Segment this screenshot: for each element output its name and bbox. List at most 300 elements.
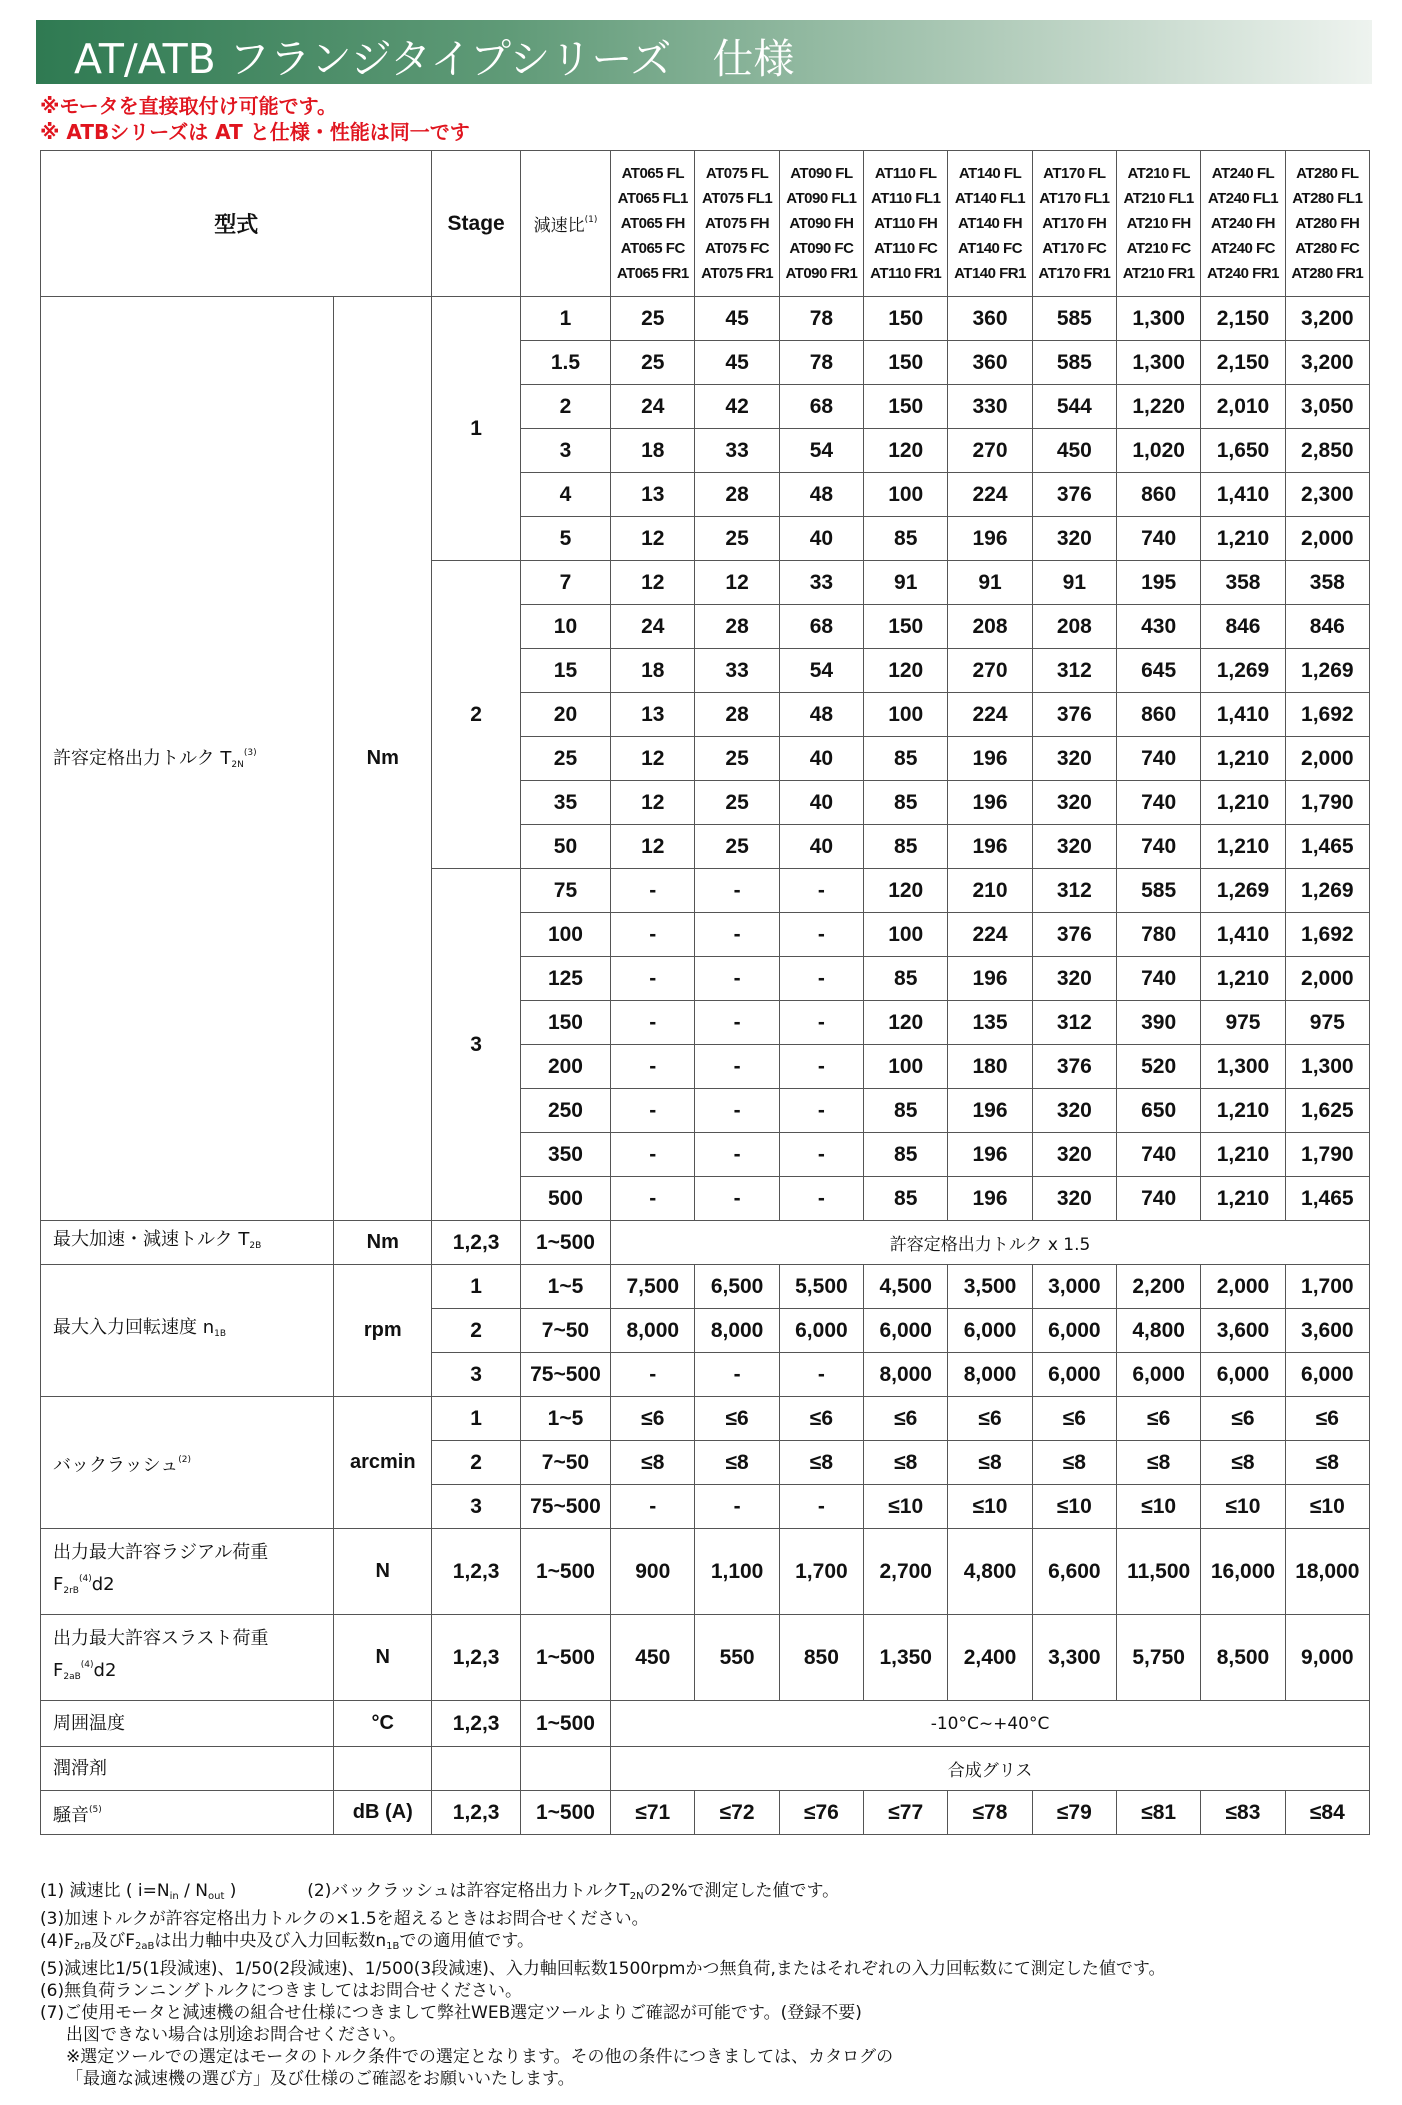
value-cell: ≤8 xyxy=(1032,1441,1116,1485)
value-cell: 196 xyxy=(948,957,1032,1001)
model-name: AT280 FL xyxy=(1296,165,1359,182)
model-name: AT170 FR1 xyxy=(1038,265,1111,282)
ratio-cell: 1~500 xyxy=(520,1221,610,1265)
value-cell: 3,500 xyxy=(948,1265,1032,1309)
value-cell: 270 xyxy=(948,649,1032,693)
value-cell: 45 xyxy=(695,297,779,341)
model-col-4 xyxy=(948,151,1032,297)
value-cell: 1,700 xyxy=(779,1529,863,1615)
value-cell: 430 xyxy=(1117,605,1201,649)
spec-table xyxy=(40,150,1370,1835)
value-cell: 320 xyxy=(1032,737,1116,781)
value-cell: ≤10 xyxy=(948,1485,1032,1529)
value-cell: 544 xyxy=(1032,385,1116,429)
value-cell: 91 xyxy=(1032,561,1116,605)
value-cell: ≤10 xyxy=(1032,1485,1116,1529)
value-cell: 5,750 xyxy=(1117,1615,1201,1701)
value-cell: 85 xyxy=(864,825,948,869)
speed-unit: rpm xyxy=(334,1265,432,1397)
torque-label xyxy=(41,297,334,1221)
model-name: AT110 FR1 xyxy=(870,265,942,282)
value-cell: - xyxy=(779,1133,863,1177)
table-row xyxy=(41,1701,1370,1747)
value-cell: 5,500 xyxy=(779,1265,863,1309)
value-cell: 1,692 xyxy=(1285,693,1369,737)
value-cell: 360 xyxy=(948,341,1032,385)
label-part: (5) xyxy=(89,1804,102,1815)
value-cell: 25 xyxy=(611,297,695,341)
value-cell: 450 xyxy=(1032,429,1116,473)
model-name: AT170 FH xyxy=(1042,215,1107,232)
label-part: (4) xyxy=(78,1573,92,1584)
footnote-7b: 出図できない場合は別途お問合せください。 xyxy=(66,2025,406,2045)
value-cell: 100 xyxy=(864,1045,948,1089)
value-cell: 120 xyxy=(864,429,948,473)
value-cell: 25 xyxy=(695,825,779,869)
value-cell: 6,000 xyxy=(1201,1353,1285,1397)
model-name: AT170 FL1 xyxy=(1039,190,1110,207)
value-cell: 3,600 xyxy=(1285,1309,1369,1353)
ratio-cell: 4 xyxy=(520,473,610,517)
value-cell: 12 xyxy=(695,561,779,605)
value-cell: 28 xyxy=(695,473,779,517)
value-cell: ≤76 xyxy=(779,1791,863,1835)
value-cell: ≤8 xyxy=(611,1441,695,1485)
value-cell: - xyxy=(779,1001,863,1045)
value-cell: ≤83 xyxy=(1201,1791,1285,1835)
value-cell: 320 xyxy=(1032,517,1116,561)
value-cell: 196 xyxy=(948,517,1032,561)
value-cell: ≤10 xyxy=(864,1485,948,1529)
value-cell: 2,150 xyxy=(1201,341,1285,385)
value-cell: 1,410 xyxy=(1201,473,1285,517)
value-cell: 1,210 xyxy=(1201,781,1285,825)
value-cell: 1,269 xyxy=(1201,649,1285,693)
noise-unit: dB (A) xyxy=(334,1791,432,1835)
value-cell: 1,210 xyxy=(1201,517,1285,561)
value-cell: 68 xyxy=(779,385,863,429)
value-cell: 1,790 xyxy=(1285,1133,1369,1177)
value-cell: 150 xyxy=(864,297,948,341)
value-cell: 196 xyxy=(948,1177,1032,1221)
model-name: AT210 FR1 xyxy=(1122,265,1195,282)
value-cell: 8,500 xyxy=(1201,1615,1285,1701)
model-name: AT090 FL xyxy=(790,165,853,182)
header-row xyxy=(41,151,1370,297)
value-cell: 1,465 xyxy=(1285,1177,1369,1221)
value-cell: 740 xyxy=(1117,737,1201,781)
value-cell: 120 xyxy=(864,869,948,913)
value-cell: 550 xyxy=(695,1615,779,1701)
label-part: 騒音 xyxy=(53,1804,89,1826)
value-cell: 975 xyxy=(1201,1001,1285,1045)
label-part: 最大入力回転速度 n xyxy=(53,1316,215,1338)
ratio-cell: 250 xyxy=(520,1089,610,1133)
ratio-cell: 75 xyxy=(520,869,610,913)
value-cell: 85 xyxy=(864,737,948,781)
lube-value: 合成グリス xyxy=(611,1747,1370,1791)
value-cell: 2,010 xyxy=(1201,385,1285,429)
value-cell: 3,000 xyxy=(1032,1265,1116,1309)
value-cell: 85 xyxy=(864,1177,948,1221)
value-cell: 3,200 xyxy=(1285,297,1369,341)
value-cell: 224 xyxy=(948,913,1032,957)
ratio-cell: 5 xyxy=(520,517,610,561)
note-atb-same: ※ ATBシリーズは AT と仕様・性能は同一です xyxy=(40,120,470,144)
label-part: 1B xyxy=(214,1328,227,1339)
value-cell: 6,500 xyxy=(695,1265,779,1309)
value-cell: 320 xyxy=(1032,825,1116,869)
model-col-6 xyxy=(1117,151,1201,297)
value-cell: 860 xyxy=(1117,473,1201,517)
temp-value: -10°C~+40°C xyxy=(611,1701,1370,1747)
backlash-label xyxy=(41,1397,334,1529)
ratio-cell: 7~50 xyxy=(520,1309,610,1353)
page-title: AT/ATB フランジタイプシリーズ 仕様 xyxy=(74,35,795,83)
label-part: 最大加速・減速トルク T xyxy=(53,1228,250,1250)
label-part: 2aB xyxy=(63,1671,81,1682)
value-cell: ≤6 xyxy=(1285,1397,1369,1441)
value-cell: 1,300 xyxy=(1117,297,1201,341)
stage-cell: 3 xyxy=(432,869,520,1221)
value-cell: 85 xyxy=(864,1089,948,1133)
value-cell: 6,000 xyxy=(1032,1309,1116,1353)
value-cell: 25 xyxy=(695,781,779,825)
value-cell: ≤6 xyxy=(948,1397,1032,1441)
value-cell: 650 xyxy=(1117,1089,1201,1133)
model-name: AT140 FR1 xyxy=(954,265,1026,282)
value-cell: 780 xyxy=(1117,913,1201,957)
model-col-3 xyxy=(864,151,948,297)
ratio-cell: 7 xyxy=(520,561,610,605)
value-cell: 2,300 xyxy=(1285,473,1369,517)
value-cell: 312 xyxy=(1032,1001,1116,1045)
value-cell: 846 xyxy=(1201,605,1285,649)
value-cell: 320 xyxy=(1032,957,1116,1001)
value-cell: 196 xyxy=(948,737,1032,781)
value-cell: 85 xyxy=(864,1133,948,1177)
model-name: AT240 FR1 xyxy=(1207,265,1279,282)
value-cell: 390 xyxy=(1117,1001,1201,1045)
value-cell: - xyxy=(779,957,863,1001)
footnote-5: (5)減速比1/5(1段減速)、1/50(2段減速)、1/500(3段減速)、入力軸回転数1500rpmかつ無負荷,またはそれぞれの入力回転数にて測定した値です。 xyxy=(40,1959,1166,1979)
value-cell: 78 xyxy=(779,341,863,385)
value-cell: 1,350 xyxy=(864,1615,948,1701)
value-cell: 11,500 xyxy=(1117,1529,1201,1615)
model-name: AT170 FC xyxy=(1042,240,1107,257)
value-cell: ≤6 xyxy=(1117,1397,1201,1441)
label-part: 許容定格出力トルク T xyxy=(53,747,232,769)
stage-cell: 1,2,3 xyxy=(432,1529,520,1615)
table-row xyxy=(41,1615,1370,1701)
value-cell: - xyxy=(695,1485,779,1529)
model-name: AT140 FL xyxy=(958,165,1022,182)
value-cell: 740 xyxy=(1117,957,1201,1001)
model-name: AT090 FR1 xyxy=(785,265,858,282)
value-cell: 2,000 xyxy=(1285,737,1369,781)
model-col-7 xyxy=(1201,151,1285,297)
value-cell: 376 xyxy=(1032,913,1116,957)
value-cell: - xyxy=(695,1001,779,1045)
value-cell: 120 xyxy=(864,649,948,693)
value-cell: 975 xyxy=(1285,1001,1369,1045)
value-cell: ≤6 xyxy=(1201,1397,1285,1441)
value-cell: 25 xyxy=(611,341,695,385)
value-cell: 6,000 xyxy=(948,1309,1032,1353)
value-cell: 13 xyxy=(611,473,695,517)
value-cell: 18 xyxy=(611,649,695,693)
value-cell: - xyxy=(695,1133,779,1177)
value-cell: 585 xyxy=(1032,341,1116,385)
value-cell: 1,625 xyxy=(1285,1089,1369,1133)
ratio-cell: 150 xyxy=(520,1001,610,1045)
model-name: AT240 FC xyxy=(1210,240,1275,257)
value-cell: 1,210 xyxy=(1201,1133,1285,1177)
value-cell: 320 xyxy=(1032,1177,1116,1221)
model-name: AT075 FL xyxy=(705,165,769,182)
value-cell: 48 xyxy=(779,473,863,517)
model-name: AT140 FL1 xyxy=(954,190,1026,207)
table-row xyxy=(41,1791,1370,1835)
footnote-6: (6)無負荷ランニングトルクにつきましてはお問合せください。 xyxy=(40,1981,523,2001)
value-cell: 6,000 xyxy=(864,1309,948,1353)
value-cell: - xyxy=(779,1089,863,1133)
value-cell: 376 xyxy=(1032,693,1116,737)
label-part: d2 xyxy=(93,1659,117,1681)
value-cell: 28 xyxy=(695,605,779,649)
stage-cell: 1 xyxy=(432,1265,520,1309)
model-name: AT240 FL xyxy=(1211,165,1275,182)
speed-label xyxy=(41,1265,334,1397)
value-cell: 1,692 xyxy=(1285,913,1369,957)
model-name: AT090 FC xyxy=(789,240,854,257)
table-row xyxy=(41,1265,1370,1309)
value-cell: ≤8 xyxy=(695,1441,779,1485)
model-name: AT065 FL1 xyxy=(617,190,688,207)
value-cell: 208 xyxy=(948,605,1032,649)
temp-unit: °C xyxy=(334,1701,432,1747)
value-cell: 645 xyxy=(1117,649,1201,693)
ratio-cell: 50 xyxy=(520,825,610,869)
value-cell: 18,000 xyxy=(1285,1529,1369,1615)
value-cell: 740 xyxy=(1117,825,1201,869)
value-cell: ≤71 xyxy=(611,1791,695,1835)
value-cell: 1,220 xyxy=(1117,385,1201,429)
value-cell: 28 xyxy=(695,693,779,737)
value-cell: 48 xyxy=(779,693,863,737)
value-cell: 224 xyxy=(948,473,1032,517)
value-cell: 2,000 xyxy=(1201,1265,1285,1309)
model-name: AT075 FR1 xyxy=(701,265,774,282)
ratio-cell: 75~500 xyxy=(520,1353,610,1397)
value-cell: 12 xyxy=(611,561,695,605)
stage-cell: 3 xyxy=(432,1485,520,1529)
value-cell: 6,000 xyxy=(1285,1353,1369,1397)
value-cell: ≤6 xyxy=(611,1397,695,1441)
thrust-unit: N xyxy=(334,1615,432,1701)
model-name: AT110 FL xyxy=(874,165,937,182)
value-cell: 740 xyxy=(1117,781,1201,825)
noise-label xyxy=(41,1791,334,1835)
value-cell: 25 xyxy=(695,517,779,561)
ratio-cell: 15 xyxy=(520,649,610,693)
stage-cell: 2 xyxy=(432,1441,520,1485)
footnote-7: (7)ご使用モータと減速機の組合せ仕様につきまして弊社WEB選定ツールよりご確認が可能です。(登録不要) xyxy=(40,2003,862,2023)
model-col-0 xyxy=(611,151,695,297)
value-cell: 150 xyxy=(864,385,948,429)
value-cell: 2,850 xyxy=(1285,429,1369,473)
value-cell: 68 xyxy=(779,605,863,649)
ratio-cell: 3 xyxy=(520,429,610,473)
value-cell: 100 xyxy=(864,913,948,957)
value-cell: 860 xyxy=(1117,693,1201,737)
value-cell: 91 xyxy=(864,561,948,605)
value-cell: ≤10 xyxy=(1285,1485,1369,1529)
ratio-cell: 35 xyxy=(520,781,610,825)
value-cell: - xyxy=(611,1177,695,1221)
model-name: AT110 FH xyxy=(874,215,938,232)
value-cell: 1,269 xyxy=(1201,869,1285,913)
label-part: 出力最大許容ラジアル荷重 xyxy=(53,1541,269,1563)
value-cell: 1,410 xyxy=(1201,913,1285,957)
model-name: AT210 FH xyxy=(1126,215,1191,232)
value-cell: - xyxy=(611,957,695,1001)
model-name: AT065 FL xyxy=(621,165,684,182)
value-cell: - xyxy=(779,1177,863,1221)
value-cell: 33 xyxy=(695,429,779,473)
value-cell: 6,000 xyxy=(779,1309,863,1353)
label-part: 出力最大許容スラスト荷重 xyxy=(53,1627,269,1649)
label-part: d2 xyxy=(91,1573,115,1595)
value-cell: 1,020 xyxy=(1117,429,1201,473)
value-cell: 33 xyxy=(779,561,863,605)
value-cell: ≤72 xyxy=(695,1791,779,1835)
value-cell: 150 xyxy=(864,605,948,649)
value-cell: 45 xyxy=(695,341,779,385)
value-cell: 1,300 xyxy=(1285,1045,1369,1089)
footnotes xyxy=(40,1880,1370,2090)
value-cell: ≤8 xyxy=(779,1441,863,1485)
stage-cell: 1,2,3 xyxy=(432,1791,520,1835)
value-cell: - xyxy=(695,1089,779,1133)
model-name: AT065 FH xyxy=(620,215,685,232)
value-cell: 8,000 xyxy=(864,1353,948,1397)
value-cell: - xyxy=(779,869,863,913)
value-cell: 1,210 xyxy=(1201,957,1285,1001)
value-cell: 1,210 xyxy=(1201,825,1285,869)
model-name: AT065 FC xyxy=(620,240,685,257)
value-cell: ≤84 xyxy=(1285,1791,1369,1835)
label-part: 2rB xyxy=(63,1585,79,1596)
value-cell: - xyxy=(779,1485,863,1529)
ratio-cell: 1~500 xyxy=(520,1701,610,1747)
value-cell: 100 xyxy=(864,693,948,737)
value-cell: 330 xyxy=(948,385,1032,429)
value-cell: 585 xyxy=(1032,297,1116,341)
ratio-cell: 1 xyxy=(520,297,610,341)
value-cell: 1,650 xyxy=(1201,429,1285,473)
label-part: F xyxy=(53,1659,64,1681)
value-cell: 54 xyxy=(779,429,863,473)
label-part: 周囲温度 xyxy=(53,1712,125,1734)
value-cell: 2,400 xyxy=(948,1615,1032,1701)
radial-unit: N xyxy=(334,1529,432,1615)
footnote-4: $(4)F_{2rB}$及び$F_{2aB}$は出力軸中央及び入力回転数$n_{1B}$での適用値です。 xyxy=(40,1931,534,1952)
model-name: AT210 FC xyxy=(1126,240,1191,257)
value-cell: 3,600 xyxy=(1201,1309,1285,1353)
model-name: AT075 FH xyxy=(705,215,770,232)
lube-unit xyxy=(334,1747,432,1791)
label-part: (2) xyxy=(178,1454,192,1465)
ratio-cell: 500 xyxy=(520,1177,610,1221)
model-name: AT210 FL1 xyxy=(1123,190,1194,207)
value-cell: 120 xyxy=(864,1001,948,1045)
stage-cell xyxy=(432,1747,520,1791)
value-cell: 740 xyxy=(1117,517,1201,561)
ratio-cell: 20 xyxy=(520,693,610,737)
value-cell: ≤10 xyxy=(1117,1485,1201,1529)
ratio-cell: 1~5 xyxy=(520,1397,610,1441)
value-cell: 42 xyxy=(695,385,779,429)
ratio-cell: 200 xyxy=(520,1045,610,1089)
model-name: AT280 FR1 xyxy=(1291,265,1364,282)
ratio-header: 減速比$^{(1)}$ xyxy=(520,151,610,297)
value-cell: ≤6 xyxy=(864,1397,948,1441)
value-cell: - xyxy=(779,913,863,957)
model-name: AT240 FH xyxy=(1210,215,1275,232)
ratio-cell: 100 xyxy=(520,913,610,957)
table-row xyxy=(41,1397,1370,1441)
ratio-cell: 2 xyxy=(520,385,610,429)
value-cell: 208 xyxy=(1032,605,1116,649)
value-cell: 585 xyxy=(1117,869,1201,913)
stage-cell: 2 xyxy=(432,1309,520,1353)
value-cell: 1,210 xyxy=(1201,1177,1285,1221)
ratio-cell: 1.5 xyxy=(520,341,610,385)
value-cell: 1,269 xyxy=(1285,869,1369,913)
value-cell: 8,000 xyxy=(948,1353,1032,1397)
value-cell: 12 xyxy=(611,517,695,561)
footnote-7c: ※選定ツールでの選定はモータのトルク条件での選定となります。その他の条件につきましては、カタログの xyxy=(66,2047,894,2067)
ratio-cell: 25 xyxy=(520,737,610,781)
value-cell: 195 xyxy=(1117,561,1201,605)
model-name: AT210 FL xyxy=(1127,165,1190,182)
value-cell: ≤78 xyxy=(948,1791,1032,1835)
ratio-cell: 75~500 xyxy=(520,1485,610,1529)
value-cell: 6,000 xyxy=(1032,1353,1116,1397)
label-part: 2N xyxy=(231,759,244,770)
model-name: AT140 FH xyxy=(957,215,1023,232)
value-cell: ≤81 xyxy=(1117,1791,1201,1835)
value-cell: 196 xyxy=(948,781,1032,825)
value-cell: ≤8 xyxy=(1201,1441,1285,1485)
table-row xyxy=(41,1529,1370,1615)
radial-label xyxy=(41,1529,334,1615)
model-name: AT280 FC xyxy=(1295,240,1360,257)
value-cell: 740 xyxy=(1117,1133,1201,1177)
ratio-cell: 350 xyxy=(520,1133,610,1177)
value-cell: 376 xyxy=(1032,473,1116,517)
value-cell: 8,000 xyxy=(695,1309,779,1353)
value-cell: 91 xyxy=(948,561,1032,605)
stage-cell: 2 xyxy=(432,561,520,869)
value-cell: 150 xyxy=(864,341,948,385)
value-cell: 358 xyxy=(1201,561,1285,605)
footnote-3: (3)加速トルクが許容定格出力トルクの×1.5を超えるときはお問合せください。 xyxy=(40,1909,649,1929)
stage-cell: 1,2,3 xyxy=(432,1615,520,1701)
value-cell: 8,000 xyxy=(611,1309,695,1353)
value-cell: 270 xyxy=(948,429,1032,473)
